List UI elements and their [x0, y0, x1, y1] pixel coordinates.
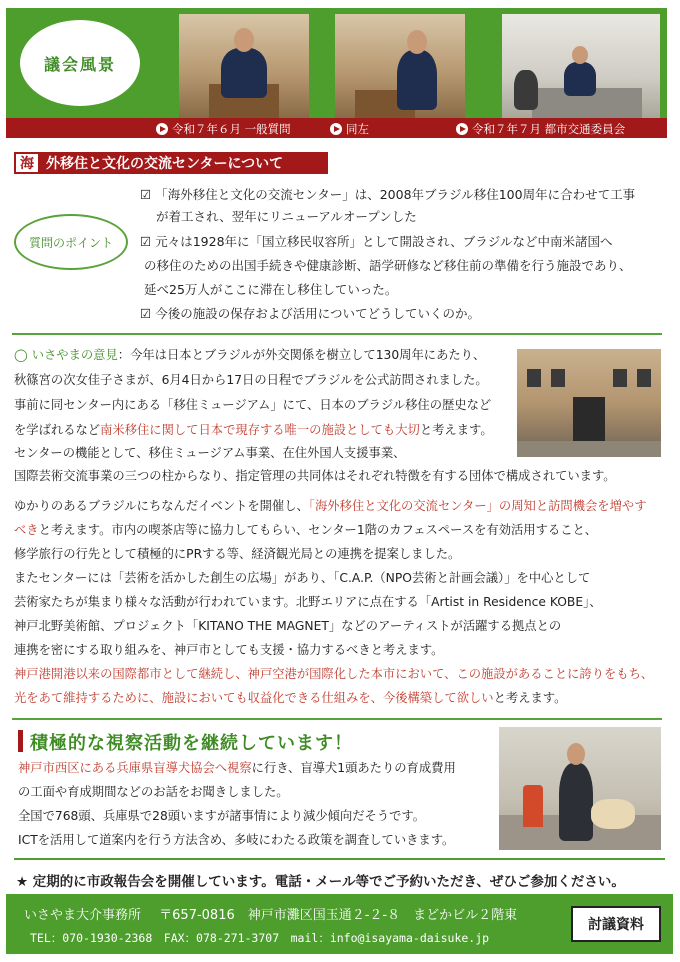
opinion-marker: ◯	[14, 348, 28, 362]
divider	[14, 858, 665, 860]
question-item: ☑ 今後の施設の保存および活用についてどうしていくのか。	[140, 304, 480, 324]
checkbox-icon: ☑	[140, 306, 152, 321]
section-title: 外移住と文化の交流センターについて	[46, 156, 284, 172]
contact-info: TEL：070-1930-2368 FAX：078-271-3707 mail：info@isayama-daisuke.jp	[30, 931, 490, 945]
opinion-line: 神戸北野美術館、プロジェクト「KITANO THE MAGNET」などのアーティストが活躍する拠点との	[14, 619, 562, 633]
opinion-line: 国際芸術交流事業の三つの柱からなり、指定管理の共同体はそれぞれ特徴を有する団体で構成されています。	[14, 469, 616, 483]
opinion-line: 秋篠宮の次女佳子さまが、6月4日から17日の日程でブラジルを公式訪問されました。	[14, 373, 488, 387]
guide-dog-photo	[499, 727, 661, 850]
office-info	[24, 904, 517, 923]
section2-line: ICTを活用して道案内を行う方法含め、多岐にわたる政策を調査していきます。	[18, 833, 455, 847]
question-line: 延べ25万人がここに滞在し移住していった。	[144, 282, 398, 297]
opinion-line: ゆかりのあるブラジルにちなんだイベントを開催し、「海外移住と文化の交流センター」の周知と訪問機会を増やす	[14, 499, 647, 513]
question-line: が着工され、翌年にリニューアルオープンした	[156, 209, 417, 224]
opinion-line: 連携を密にする取り組みを、神戸市としても支援・協力するべきと考えます。	[14, 643, 444, 657]
section2-line: 神戸市西区にある兵庫県盲導犬協会へ視察に行き、盲導犬1頭あたりの育成費用	[18, 761, 456, 775]
photo-committee	[502, 14, 660, 118]
opinion-line: 事前に同センター内にある「移住ミュージアム」にて、日本のブラジル移住の歴史など	[14, 398, 492, 412]
play-icon	[156, 123, 168, 135]
section-heading	[14, 152, 328, 174]
caption-2: 同左	[330, 121, 369, 137]
play-icon	[456, 123, 468, 135]
discussion-material-badge: 討議資料	[571, 906, 661, 942]
caption-1: 令和７年６月 一般質問	[156, 121, 291, 137]
opinion-line: 光をあて維持するために、施設においても収益化できる仕組みを、今後構築して欲しいと考えます。	[14, 691, 567, 705]
banner	[6, 8, 667, 118]
opinion-first-line: ◯ いさやまの意見：今年は日本とブラジルが外交関係を樹立して130周年にあたり、	[14, 348, 486, 362]
question-line: の移住のための出国手続きや健康診断、語学研修など移住前の準備を行う施設であり、	[144, 258, 632, 273]
checkbox-icon: ☑	[140, 234, 152, 249]
office-address: 〒657-0816 神戸市灘区国玉通２-２-８ まどかビル２階東	[159, 908, 518, 923]
opinion-line: 芸術家たちが集まり様々な活動が行われています。北野エリアに点在する「Artist in Residence KOBE」、	[14, 595, 602, 609]
opinion-label: いさやまの意見	[31, 348, 118, 362]
question-point-label: 質問のポイント	[14, 214, 128, 270]
banner-title: 議会風景	[20, 20, 140, 106]
office-name: いさやま大介事務所	[24, 908, 142, 923]
opinion-line: センターの機能として、移住ミュージアム事業、在住外国人支援事業、	[14, 446, 406, 460]
question-item: ☑ 元々は1928年に「国立移民収容所」として開設され、ブラジルなど中南米諸国へ	[140, 232, 612, 252]
opinion-line: 神戸港開港以来の国際都市として継続し、神戸空港が国際化した本市において、この施設があることに誇りをもち、	[14, 667, 654, 681]
opinion-line: 修学旅行の行先として積極的にPRする等、経済観光局との連携を提案しました。	[14, 547, 461, 561]
section2-line: 全国で768頭、兵庫県で28頭いますが諸事情により減少傾向だそうです。	[18, 809, 426, 823]
photo-general-question	[179, 14, 309, 118]
center-building-photo	[517, 349, 661, 457]
opinion-line: を学ばれるなど南米移住に関して日本で現存する唯一の施設としても大切と考えます。	[14, 423, 493, 437]
report-meeting-notice: ★ 定期的に市政報告会を開催しています。電話・メール等でご予約いただき、ぜひご参加ください。	[16, 874, 625, 890]
play-icon	[330, 123, 342, 135]
checkbox-icon: ☑	[140, 187, 152, 202]
question-item: ☑ 「海外移住と文化の交流センター」は、2008年ブラジル移住100周年に合わせて工事	[140, 185, 635, 205]
footer	[6, 894, 673, 954]
divider	[12, 718, 662, 720]
section2-marker	[18, 730, 23, 752]
section2-title: 積極的な視察活動を継続しています！	[30, 733, 353, 754]
photo-caption-bar	[6, 118, 667, 138]
opinion-line: べきと考えます。市内の喫茶店等に協力してもらい、センター1階のカフェスペースを有効活用すること、	[14, 523, 598, 537]
opinion-line: またセンターには「芸術を活かした創生の広場」があり、「C.A.P.（NPO芸術と計画会議）」を中心として	[14, 571, 591, 585]
section2-line: の工面や育成期間などのお話をお聞きしました。	[18, 785, 289, 799]
heading-icon-char: 海	[14, 152, 40, 174]
caption-3: 令和７年７月 都市交通委員会	[456, 121, 625, 137]
divider	[12, 333, 662, 335]
photo-general-question-2	[335, 14, 465, 118]
